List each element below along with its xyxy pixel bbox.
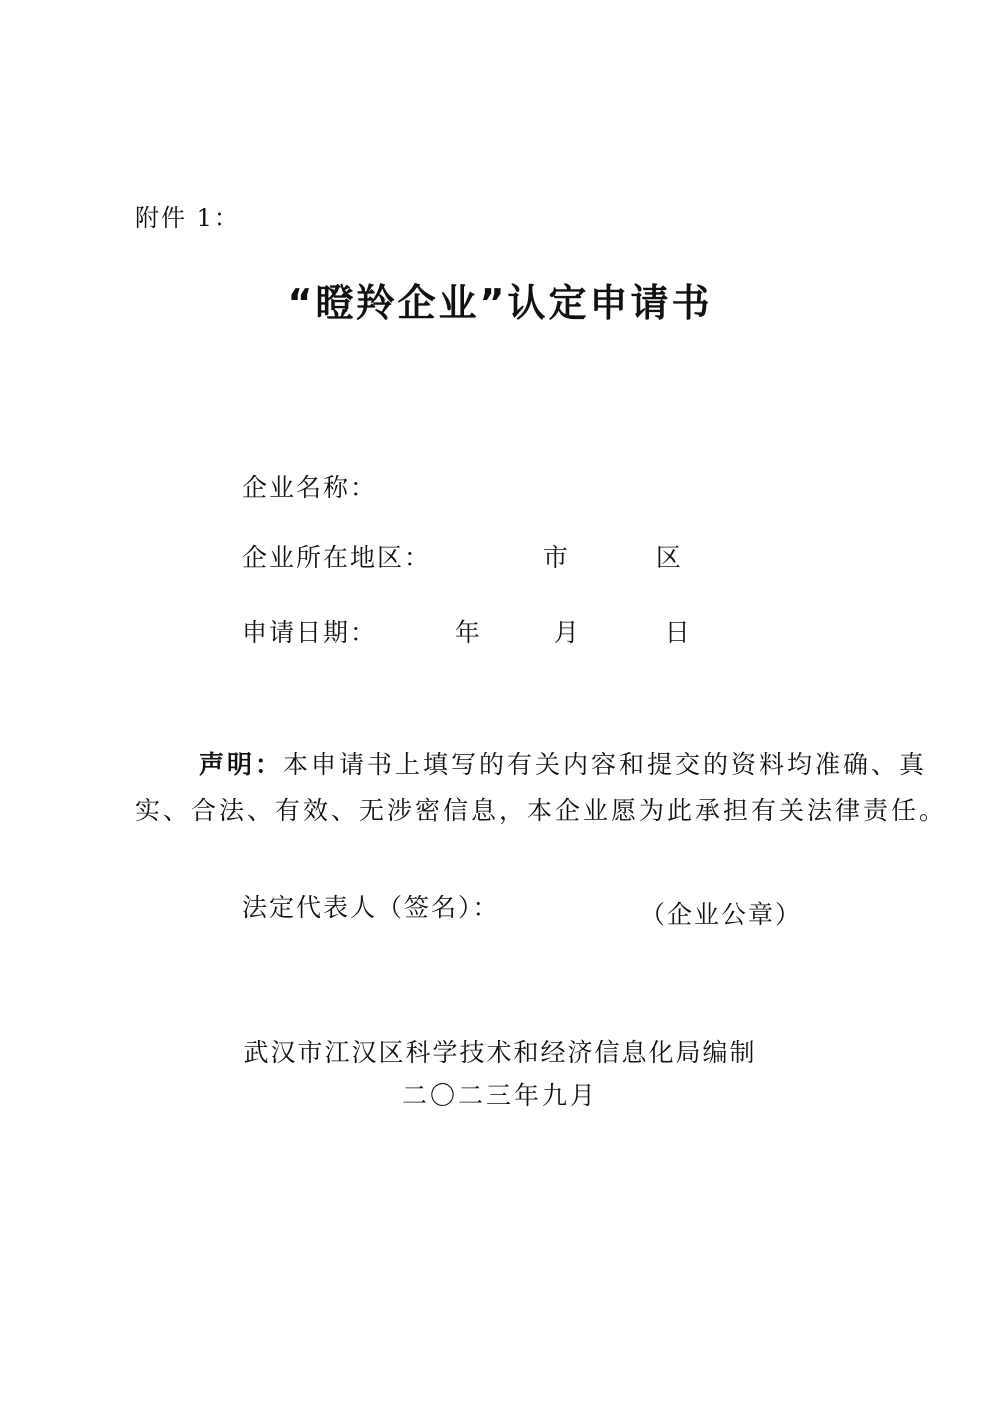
declaration-label: 声明：	[199, 750, 284, 779]
signature-row	[242, 895, 639, 920]
declaration-paragraph	[135, 742, 948, 834]
region-label: 企业所在地区：	[242, 543, 432, 572]
signature-label: 法定代表人（签名）：	[242, 893, 500, 922]
year-unit: 年	[454, 618, 482, 647]
declaration-text-1: 本申请书上填写的有关内容和提交的资料均准确、真	[283, 750, 928, 779]
company-name-blank[interactable]	[387, 470, 787, 496]
region-row	[242, 545, 683, 570]
document-title: “瞪羚企业”认定申请书	[287, 281, 713, 325]
attachment-label: 附件 1：	[135, 204, 240, 232]
issuer-line: 武汉市江汉区科学技术和经济信息化局编制	[243, 1038, 757, 1067]
day-unit: 日	[664, 618, 692, 647]
issue-date: 二〇二三年九月	[401, 1081, 598, 1110]
city-unit: 市	[542, 543, 570, 572]
district-unit: 区	[655, 543, 683, 572]
declaration-line-1	[135, 742, 928, 788]
company-name-row	[242, 470, 787, 500]
company-name-label: 企业名称：	[242, 473, 378, 502]
apply-date-label: 申请日期：	[242, 618, 378, 647]
apply-date-row	[242, 620, 692, 645]
declaration-text-2: 实、合法、有效、无涉密信息，本企业愿为此承担有关法律责任。	[135, 796, 948, 825]
month-unit: 月	[553, 618, 581, 647]
company-seal-label: （企业公章）	[640, 900, 803, 929]
